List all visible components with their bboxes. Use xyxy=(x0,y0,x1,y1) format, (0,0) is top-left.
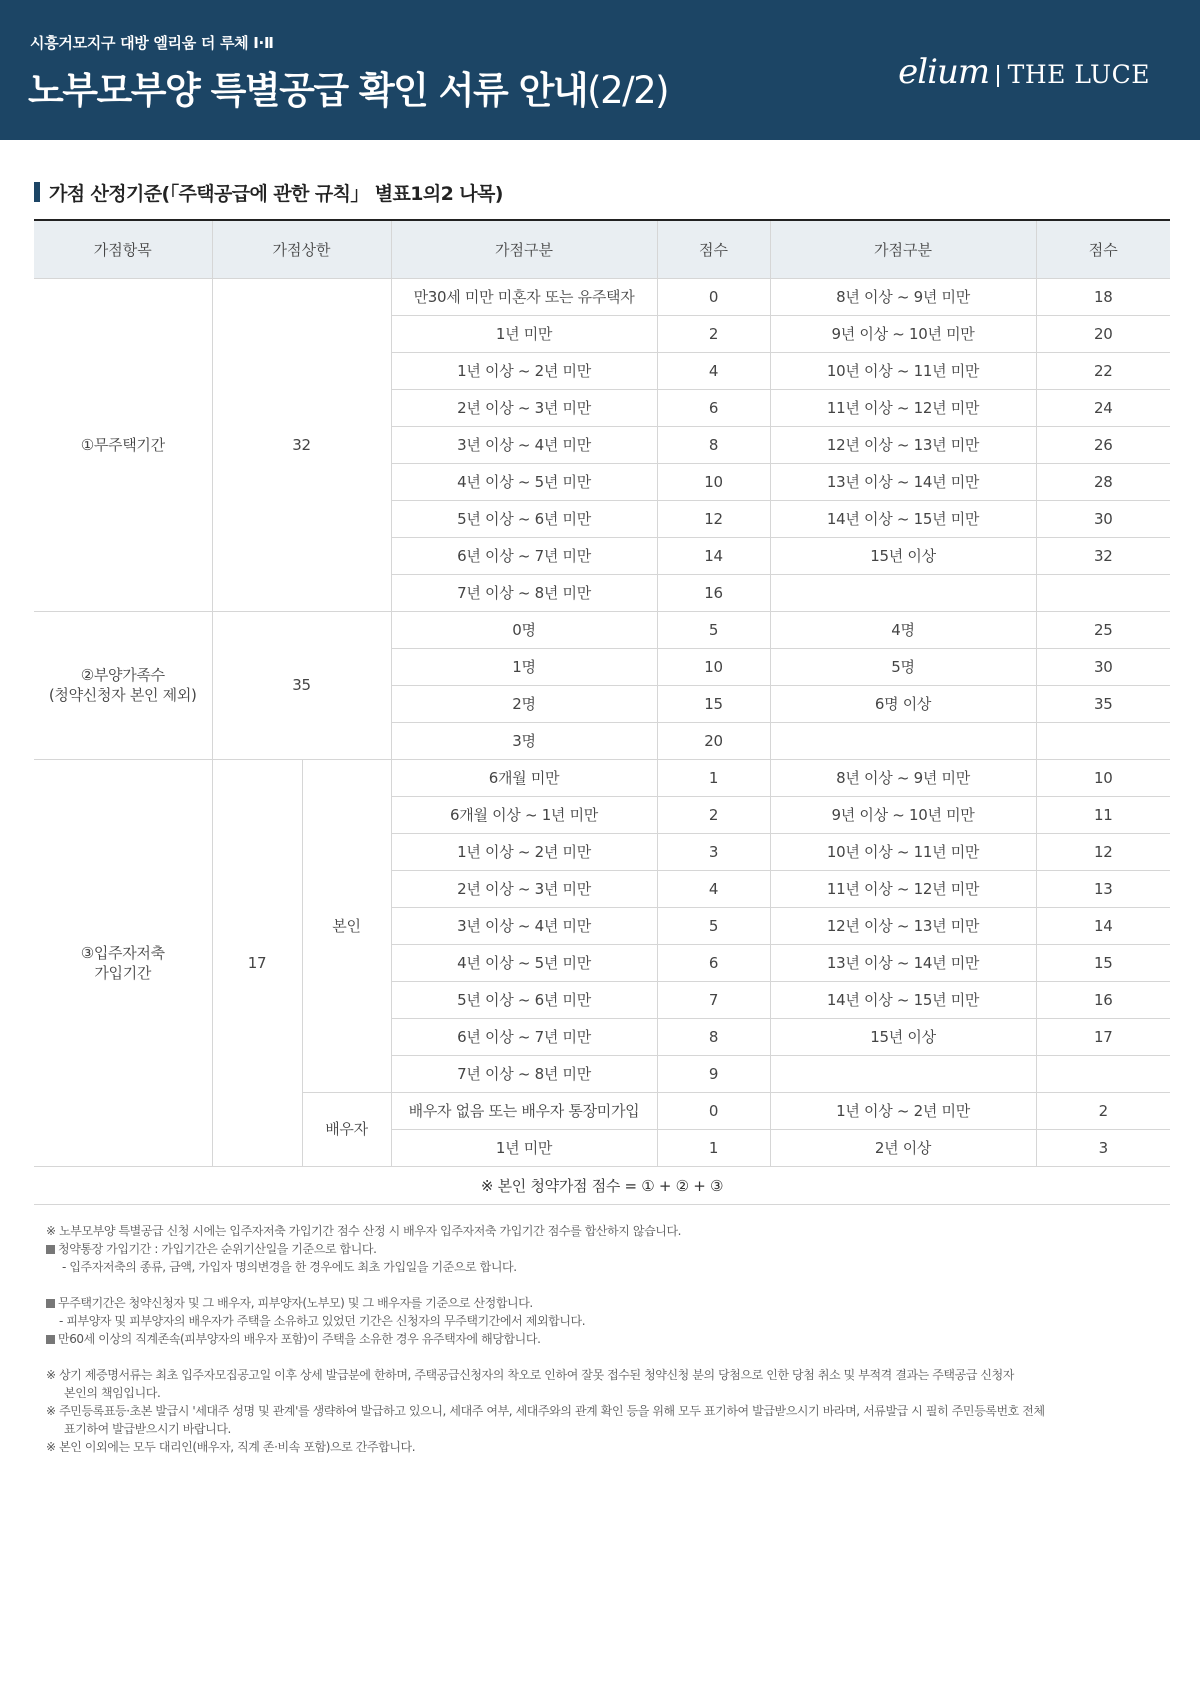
cell: 22 xyxy=(1036,352,1170,389)
cell: 20 xyxy=(657,722,770,759)
note-line: - 피부양자 및 피부양자의 배우자가 주택을 소유하고 있었던 기간은 신청자의 무주택기간에서 제외합니다. xyxy=(59,1314,586,1328)
cell xyxy=(1036,722,1170,759)
cell: 6년 이상 ~ 7년 미만 xyxy=(391,1018,657,1055)
note-line: - 입주자저축의 종류, 금액, 가입자 명의변경을 한 경우에도 최초 가입일을 기준으로 합니다. xyxy=(62,1260,517,1274)
cell: 8년 이상 ~ 9년 미만 xyxy=(770,759,1036,796)
cell: 30 xyxy=(1036,500,1170,537)
cell: 8 xyxy=(657,1018,770,1055)
section-title-text: 가점 산정기준(「주택공급에 관한 규칙」 별표1의2 나목) xyxy=(49,182,503,205)
group3-max: 17 xyxy=(212,759,302,1166)
cell: 35 xyxy=(1036,685,1170,722)
cell: 2년 이상 ~ 3년 미만 xyxy=(391,870,657,907)
cell: 10 xyxy=(657,648,770,685)
page-title-main: 노부모부양 특별공급 확인 서류 안내 xyxy=(28,69,588,112)
note-line: ※ 상기 제증명서류는 최초 입주자모집공고일 이후 상세 발급분에 한하며, 주택공급신청자의 착오로 인하여 잘못 접수된 청약신청 분의 당첨으로 인한 당첨 취소 및 부적격 결과는 주택공급 신청자 xyxy=(46,1368,1014,1382)
cell: 2년 이상 ~ 3년 미만 xyxy=(391,389,657,426)
cell: 0 xyxy=(657,1092,770,1129)
cell: 6개월 이상 ~ 1년 미만 xyxy=(391,796,657,833)
group1-label: ①무주택기간 xyxy=(34,278,212,611)
group2-max: 35 xyxy=(212,611,391,759)
cell: 3년 이상 ~ 4년 미만 xyxy=(391,426,657,463)
cell: 1 xyxy=(657,1129,770,1166)
header-cell: 가점상한 xyxy=(212,220,391,278)
cell: 3년 이상 ~ 4년 미만 xyxy=(391,907,657,944)
cell: 6년 이상 ~ 7년 미만 xyxy=(391,537,657,574)
brand-logo-text: elium xyxy=(898,52,990,92)
group2-label xyxy=(34,611,212,759)
square-bullet-icon xyxy=(46,1245,55,1254)
cell: 11년 이상 ~ 12년 미만 xyxy=(770,870,1036,907)
header-cell: 가점구분 xyxy=(391,220,657,278)
cell: 15 xyxy=(1036,944,1170,981)
cell: 15년 이상 xyxy=(770,537,1036,574)
cell: 0명 xyxy=(391,611,657,648)
cell xyxy=(1036,574,1170,611)
header-banner xyxy=(0,0,1200,140)
cell: 25 xyxy=(1036,611,1170,648)
note-line xyxy=(46,1294,1176,1312)
cell: 1년 이상 ~ 2년 미만 xyxy=(770,1092,1036,1129)
square-bullet-icon xyxy=(46,1299,55,1308)
sum-formula: ※ 본인 청약가점 점수 = ① + ② + ③ xyxy=(34,1166,1170,1204)
cell: 20 xyxy=(1036,315,1170,352)
group3-sub1-label: 본인 xyxy=(302,759,391,1092)
brand-divider xyxy=(997,65,999,87)
note-line xyxy=(46,1330,1176,1348)
cell: 17 xyxy=(1036,1018,1170,1055)
cell: 16 xyxy=(657,574,770,611)
square-bullet-icon xyxy=(46,1335,55,1344)
section-title-bar xyxy=(34,182,40,202)
brand-logo-subtext: THE LUCE xyxy=(1007,60,1150,89)
cell: 10 xyxy=(657,463,770,500)
note-line xyxy=(46,1240,1176,1258)
cell: 28 xyxy=(1036,463,1170,500)
cell: 24 xyxy=(1036,389,1170,426)
cell: 10년 이상 ~ 11년 미만 xyxy=(770,352,1036,389)
cell: 12 xyxy=(657,500,770,537)
note-line: 표기하여 발급받으시기 바랍니다. xyxy=(64,1422,231,1436)
cell: 6개월 미만 xyxy=(391,759,657,796)
table-header-row xyxy=(34,220,1170,278)
group3-label-line1: ③입주자저축 xyxy=(80,943,165,962)
cell: 1명 xyxy=(391,648,657,685)
cell: 5년 이상 ~ 6년 미만 xyxy=(391,981,657,1018)
note-line: ※ 주민등록표등·초본 발급시 '세대주 성명 및 관계'를 생략하여 발급하고 있으니, 세대주 여부, 세대주와의 관계 확인 등을 위해 모두 표기하여 발급받으시기 바라며, 서류발급 시 필히 주민등록번호 전체 xyxy=(46,1404,1045,1418)
cell: 4명 xyxy=(770,611,1036,648)
cell: 5년 이상 ~ 6년 미만 xyxy=(391,500,657,537)
cell: 6 xyxy=(657,389,770,426)
cell xyxy=(770,574,1036,611)
table-row xyxy=(34,278,1170,315)
cell: 1년 이상 ~ 2년 미만 xyxy=(391,352,657,389)
cell: 12년 이상 ~ 13년 미만 xyxy=(770,426,1036,463)
cell: 4 xyxy=(657,352,770,389)
cell xyxy=(1036,1055,1170,1092)
cell: 14년 이상 ~ 15년 미만 xyxy=(770,981,1036,1018)
group2-label-line1: ②부양가족수 xyxy=(80,666,165,684)
cell: 10년 이상 ~ 11년 미만 xyxy=(770,833,1036,870)
cell: 1년 미만 xyxy=(391,1129,657,1166)
cell: 12년 이상 ~ 13년 미만 xyxy=(770,907,1036,944)
cell: 9년 이상 ~ 10년 미만 xyxy=(770,315,1036,352)
cell: 2 xyxy=(1036,1092,1170,1129)
page-title-suffix: (2/2) xyxy=(587,69,669,112)
group2-label-line2: (청약신청자 본인 제외) xyxy=(48,686,197,704)
cell: 2 xyxy=(657,796,770,833)
group3-label xyxy=(34,759,212,1166)
note-text: 만60세 이상의 직계존속(피부양자의 배우자 포함)이 주택을 소유한 경우 유주택자에 해당합니다. xyxy=(58,1332,541,1346)
cell: 2명 xyxy=(391,685,657,722)
note-gap xyxy=(46,1348,1176,1366)
page-title xyxy=(28,60,668,114)
cell: 1 xyxy=(657,759,770,796)
cell: 11 xyxy=(1036,796,1170,833)
cell: 0 xyxy=(657,278,770,315)
cell: 8년 이상 ~ 9년 미만 xyxy=(770,278,1036,315)
cell: 9 xyxy=(657,1055,770,1092)
table-row xyxy=(34,759,1170,796)
cell: 4년 이상 ~ 5년 미만 xyxy=(391,944,657,981)
cell: 3 xyxy=(1036,1129,1170,1166)
note-text: 무주택기간은 청약신청자 및 그 배우자, 피부양자(노부모) 및 그 배우자를 기준으로 산정합니다. xyxy=(58,1296,533,1310)
cell: 4 xyxy=(657,870,770,907)
cell xyxy=(770,722,1036,759)
cell: 1년 이상 ~ 2년 미만 xyxy=(391,833,657,870)
cell: 1년 미만 xyxy=(391,315,657,352)
cell: 6명 이상 xyxy=(770,685,1036,722)
cell: 14 xyxy=(657,537,770,574)
cell: 30 xyxy=(1036,648,1170,685)
table-row xyxy=(34,611,1170,648)
note-text: 청약통장 가입기간 : 가입기간은 순위기산일을 기준으로 합니다. xyxy=(58,1242,377,1256)
cell: 8 xyxy=(657,426,770,463)
cell: 10 xyxy=(1036,759,1170,796)
note-line: ※ 본인 이외에는 모두 대리인(배우자, 직계 존·비속 포함)으로 간주합니다. xyxy=(46,1440,416,1454)
note-gap xyxy=(46,1276,1176,1294)
cell: 3명 xyxy=(391,722,657,759)
notes-section xyxy=(46,1222,1176,1456)
cell: 13 xyxy=(1036,870,1170,907)
section-title xyxy=(34,180,503,204)
cell: 26 xyxy=(1036,426,1170,463)
group1-max: 32 xyxy=(212,278,391,611)
score-table xyxy=(34,219,1170,1205)
cell: 9년 이상 ~ 10년 미만 xyxy=(770,796,1036,833)
cell: 4년 이상 ~ 5년 미만 xyxy=(391,463,657,500)
cell: 13년 이상 ~ 14년 미만 xyxy=(770,944,1036,981)
sum-formula-row xyxy=(34,1166,1170,1204)
cell: 11년 이상 ~ 12년 미만 xyxy=(770,389,1036,426)
cell: 13년 이상 ~ 14년 미만 xyxy=(770,463,1036,500)
cell: 3 xyxy=(657,833,770,870)
cell: 7년 이상 ~ 8년 미만 xyxy=(391,574,657,611)
cell: 16 xyxy=(1036,981,1170,1018)
cell xyxy=(770,1055,1036,1092)
brand-logo xyxy=(898,52,1150,92)
cell: 15년 이상 xyxy=(770,1018,1036,1055)
cell: 6 xyxy=(657,944,770,981)
cell: 2년 이상 xyxy=(770,1129,1036,1166)
note-line: 본인의 책임입니다. xyxy=(64,1386,161,1400)
cell: 5 xyxy=(657,611,770,648)
cell: 만30세 미만 미혼자 또는 유주택자 xyxy=(391,278,657,315)
cell: 12 xyxy=(1036,833,1170,870)
note-line: ※ 노부모부양 특별공급 신청 시에는 입주자저축 가입기간 점수 산정 시 배우자 입주자저축 가입기간 점수를 합산하지 않습니다. xyxy=(46,1224,682,1238)
header-cell: 점수 xyxy=(1036,220,1170,278)
cell: 5명 xyxy=(770,648,1036,685)
header-cell: 점수 xyxy=(657,220,770,278)
cell: 15 xyxy=(657,685,770,722)
group3-sub2-label: 배우자 xyxy=(302,1092,391,1166)
cell: 32 xyxy=(1036,537,1170,574)
cell: 7년 이상 ~ 8년 미만 xyxy=(391,1055,657,1092)
header-cell: 가점구분 xyxy=(770,220,1036,278)
cell: 배우자 없음 또는 배우자 통장미가입 xyxy=(391,1092,657,1129)
cell: 14년 이상 ~ 15년 미만 xyxy=(770,500,1036,537)
cell: 5 xyxy=(657,907,770,944)
cell: 2 xyxy=(657,315,770,352)
group3-label-line2: 가입기간 xyxy=(94,963,152,982)
header-cell: 가점항목 xyxy=(34,220,212,278)
cell: 14 xyxy=(1036,907,1170,944)
cell: 18 xyxy=(1036,278,1170,315)
project-subtitle: 시흥거모지구 대방 엘리움 더 루체 Ⅰ·Ⅱ xyxy=(30,34,274,52)
cell: 7 xyxy=(657,981,770,1018)
